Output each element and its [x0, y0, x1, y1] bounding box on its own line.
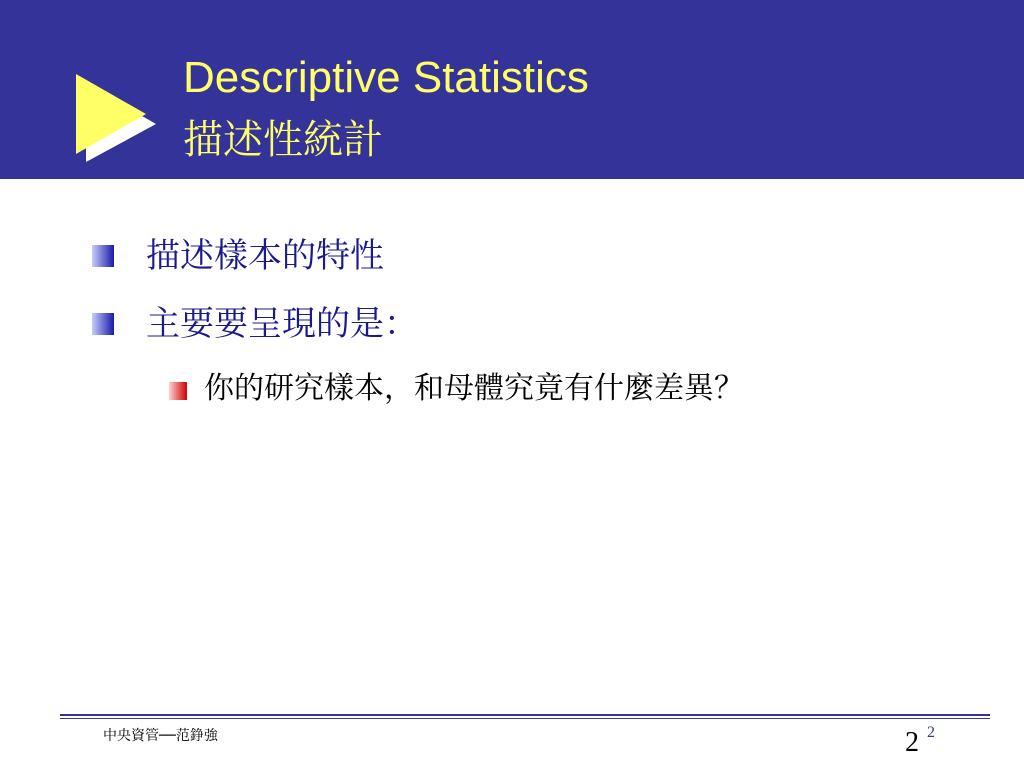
slide-title-chinese: 描述性統計: [183, 117, 383, 163]
slide-title-english: Descriptive Statistics: [183, 53, 589, 102]
page-number-superscript: 2: [927, 724, 935, 741]
play-arrow-icon: [74, 72, 158, 164]
blue-square-bullet-icon: [92, 245, 114, 267]
red-square-bullet-icon: [169, 382, 187, 400]
footer-divider-thin: [60, 718, 990, 719]
footer-divider-thick: [60, 714, 990, 716]
sub-bullet-item-1: 你的研究樣本，和母體究竟有什麼差異？: [204, 371, 744, 406]
footer-author: 中央資管──范錚強: [103, 728, 218, 744]
blue-square-bullet-icon: [92, 313, 114, 335]
bullet-item-2: 主要要呈現的是：: [146, 304, 418, 344]
page-number: 2: [905, 727, 919, 758]
bullet-item-1: 描述樣本的特性: [146, 236, 384, 276]
